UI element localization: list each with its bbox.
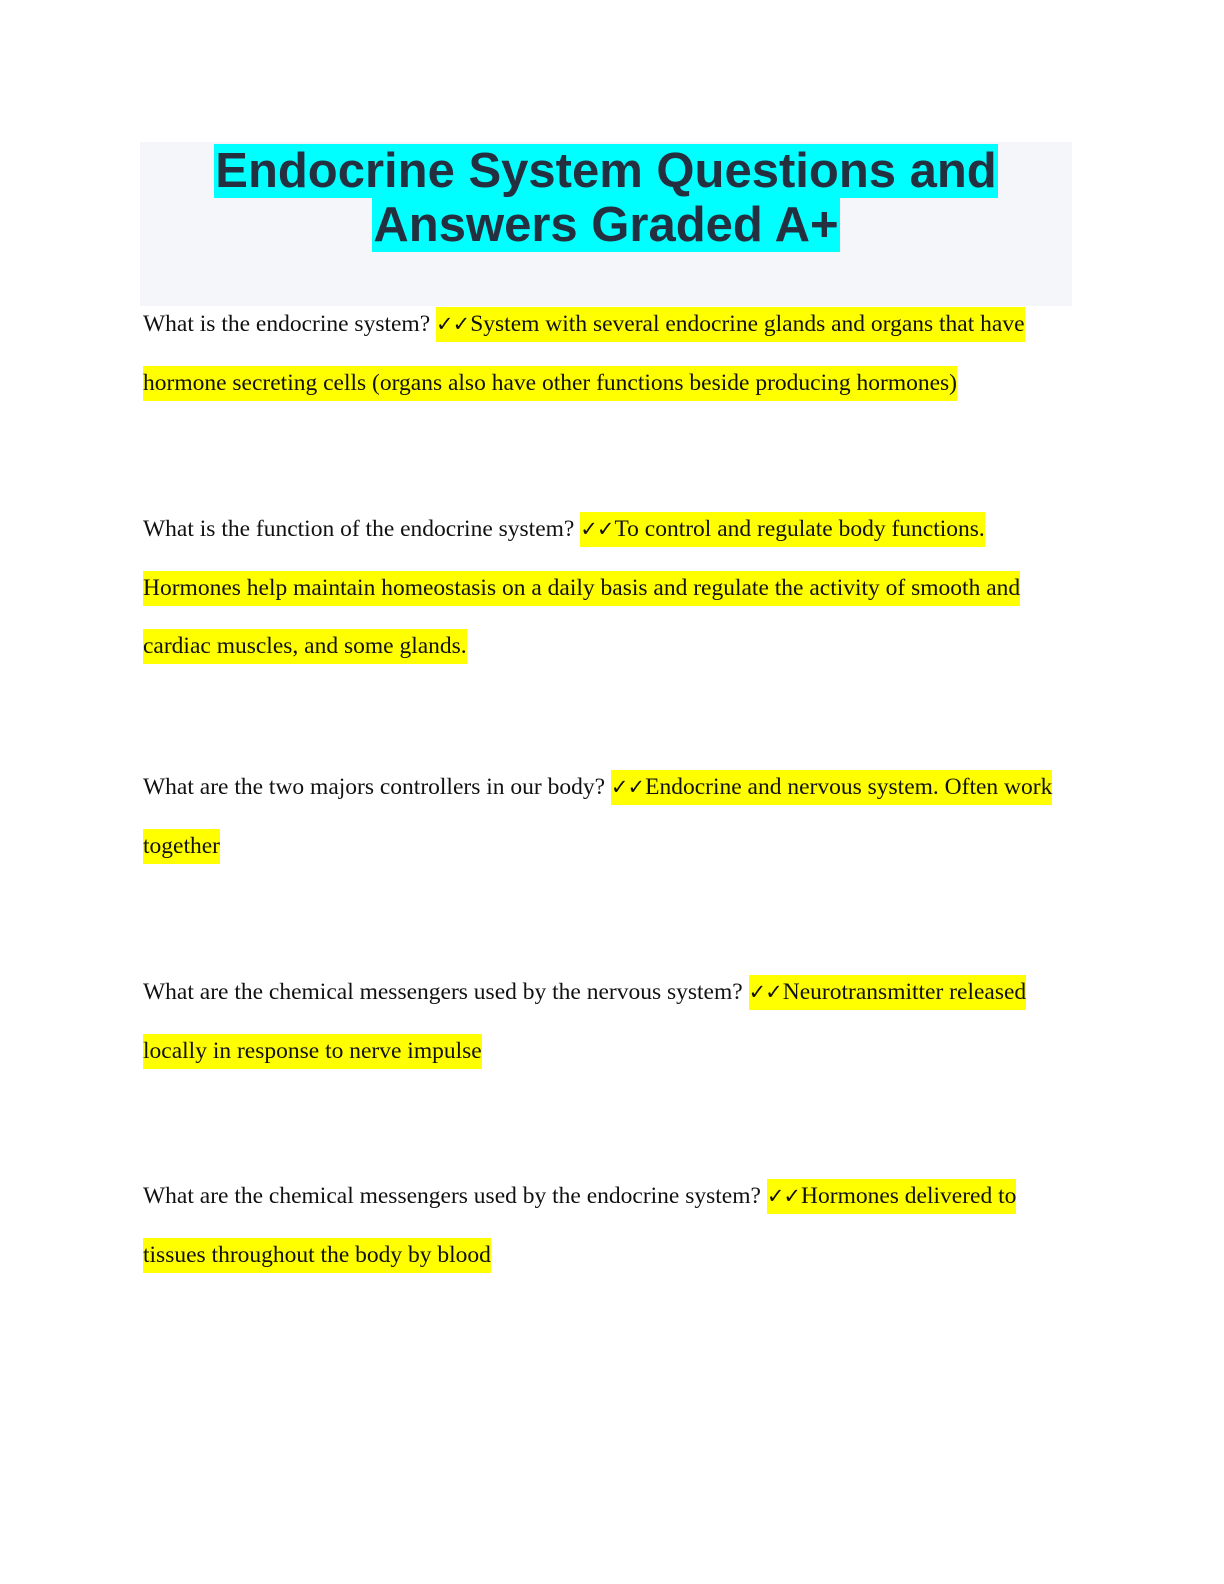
answer-body: To control and regulate body functions. Hormones help maintain homeostasis on a daily basis and regulate the activity of smooth and cardiac muscles, and some glands.: [143, 516, 1021, 659]
question-text: What is the function of the endocrine system?: [143, 516, 575, 542]
double-check-icon: ✓✓: [748, 980, 782, 1004]
answer-body: Hormones delivered to tissues throughout the body by blood: [143, 1183, 1017, 1268]
double-check-icon: ✓✓: [766, 1184, 801, 1208]
question-text: What is the endocrine system?: [143, 311, 431, 337]
qa-item-5: [143, 1167, 1078, 1284]
question-text: What are the chemical messengers used by the endocrine system?: [143, 1183, 761, 1209]
double-check-icon: ✓✓: [436, 312, 470, 336]
answer-body: System with several endocrine glands and organs that have hormone secreting cells (organs also have other functions beside producing hormones): [143, 311, 1025, 396]
qa-item-1: [143, 295, 1078, 412]
qa-item-3: [143, 758, 1078, 875]
question-text: What are the two majors controllers in our body?: [143, 774, 606, 800]
title-line-2: Answers Graded A+: [373, 198, 839, 252]
question-text: What are the chemical messengers used by the nervous system?: [143, 979, 743, 1005]
title-block: [140, 142, 1072, 306]
qa-item-2: [143, 500, 1078, 676]
answer-body: Neurotransmitter released locally in response to nerve impulse: [143, 979, 1027, 1064]
answer-body: Endocrine and nervous system. Often work together: [143, 774, 1053, 859]
title-line-1: Endocrine System Questions and: [215, 144, 997, 198]
document-title: [140, 142, 1072, 252]
qa-item-4: [143, 963, 1078, 1080]
double-check-icon: ✓✓: [580, 517, 614, 541]
double-check-icon: ✓✓: [610, 775, 645, 799]
